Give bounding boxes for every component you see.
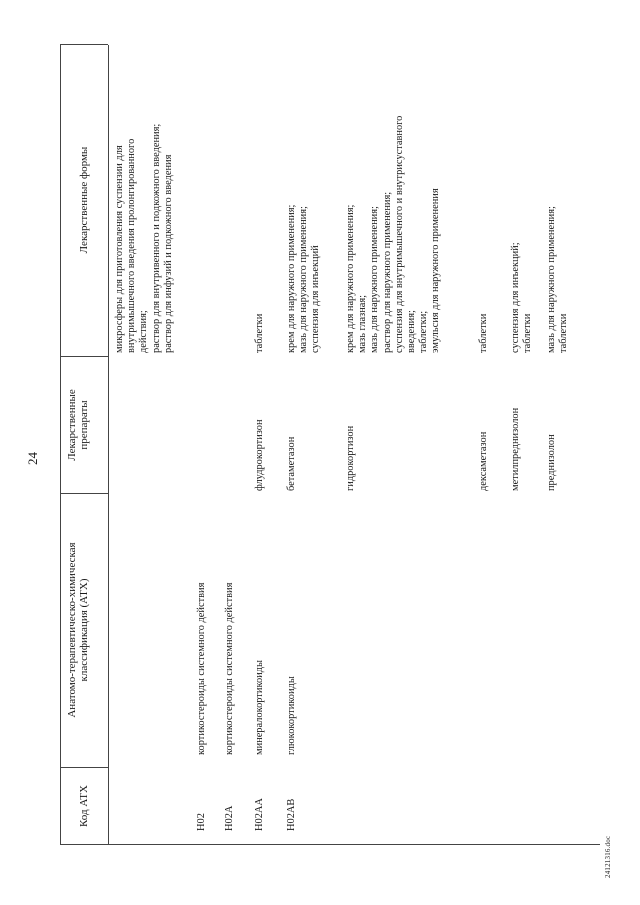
row-classification-h02: кортикостероиды системного действия (196, 582, 207, 755)
row-drug-betamethasone: бетаметазон (286, 436, 297, 491)
row-code-h02: H02 (196, 813, 207, 831)
column-divider-3 (60, 356, 108, 357)
table-left-border (60, 844, 600, 845)
row-classification-h02a: кортикостероиды системного действия (224, 582, 235, 755)
dosage-forms-continued: микросферы для приготовления суспензии для внутримышечного введения пролонгированного действия; раствор для внутривенного и подкожного введения; раствор для инфузий и подкожного введения (114, 123, 174, 353)
row-drug-hydrocortisone: гидрокортизон (345, 425, 356, 491)
page-number: 24 (25, 452, 40, 465)
header-bottom-border (108, 45, 109, 845)
row-classification-h02aa: минералокортикоиды (254, 659, 265, 755)
row-code-h02a: H02A (224, 805, 235, 831)
row-forms-dexamethasone: таблетки (478, 313, 489, 353)
row-drug-fludrocortisone: флудрокортизон (254, 419, 265, 491)
column-divider-2 (60, 493, 108, 494)
row-forms-betamethasone: крем для наружного применения; мазь для наружного применения; суспензия для инъекций (286, 204, 322, 353)
footer-filename: 24121316.doc (604, 835, 612, 878)
row-code-h02ab: H02AB (286, 798, 297, 831)
row-classification-h02ab: глюкокортикоиды (286, 676, 297, 755)
header-classification: Анатомо-терапевтическо-химическая классификация (АТХ) (66, 542, 90, 718)
row-drug-prednisolone: преднизолон (546, 434, 557, 491)
row-drug-methylprednisolone: метилпреднизолон (510, 407, 521, 491)
header-code: Код АТХ (78, 785, 90, 827)
column-divider-1 (60, 767, 108, 768)
row-drug-dexamethasone: дексаметазон (478, 431, 489, 491)
row-code-h02aa: H02AA (254, 798, 265, 831)
table-right-border (60, 44, 108, 45)
header-forms: Лекарственные формы (78, 146, 90, 254)
row-forms-fludrocortisone: таблетки (254, 313, 265, 353)
row-forms-methylprednisolone: суспензия для инъекций; таблетки (510, 242, 534, 353)
row-forms-prednisolone: мазь для наружного применения; таблетки (546, 206, 570, 353)
table-top-border (60, 45, 61, 845)
row-forms-hydrocortisone: крем для наружного применения; мазь глазная; мазь для наружного применения; раствор для наружного применения; суспензия для внутримышечного и внутрисуставного введения; таблетки; эмульсия для наружного применения (345, 115, 442, 353)
header-preparations: Лекарственные препараты (66, 389, 90, 461)
